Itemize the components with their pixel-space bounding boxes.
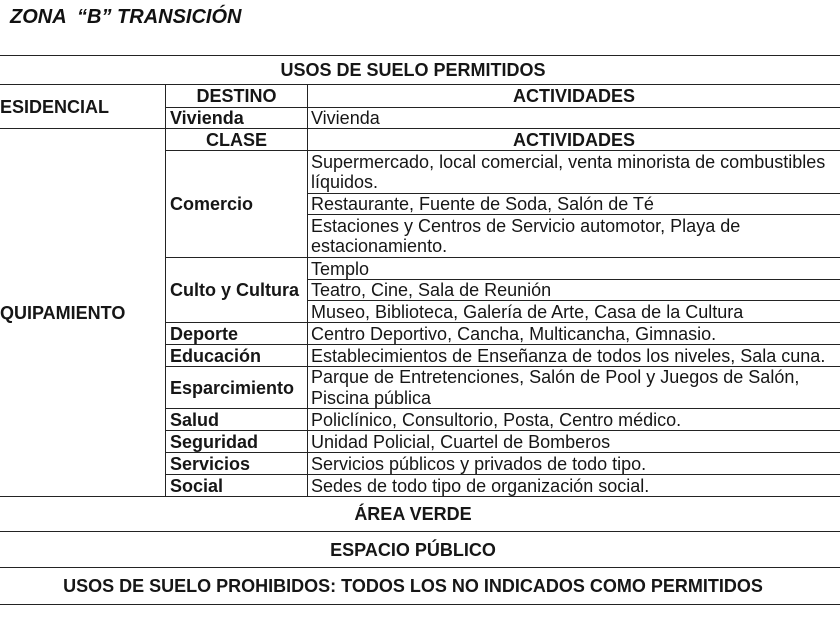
area-verde-row: ÁREA VERDE xyxy=(0,497,840,531)
actividad-culto-museo xyxy=(308,301,840,322)
actividad-line: Servicios públicos y privados de todo tipo. xyxy=(311,453,647,474)
actividad-line: Sedes de todo tipo de organización social. xyxy=(311,475,650,496)
clase-deporte: Deporte xyxy=(166,323,307,344)
actividad-culto-templo xyxy=(308,258,840,279)
actividad-line: Templo xyxy=(311,258,370,279)
destino-vivienda: Vivienda xyxy=(166,108,307,128)
actividad-comercio-supermercado xyxy=(308,151,840,193)
permitted-uses-header: USOS DE SUELO PERMITIDOS xyxy=(0,56,840,84)
actividad-line: Establecimientos de Enseñanza de todos los niveles, Sala cuna. xyxy=(311,345,826,366)
actividad-deporte xyxy=(308,323,840,344)
actividad-line: líquidos. xyxy=(311,172,379,192)
actividad-line: Centro Deportivo, Cancha, Multicancha, Gimnasio. xyxy=(311,323,717,344)
actividad-line: Unidad Policial, Cuartel de Bomberos xyxy=(311,431,611,452)
actividad-comercio-estaciones xyxy=(308,215,840,257)
actividad-line: Policlínico, Consultorio, Posta, Centro médico. xyxy=(311,409,682,430)
clase-servicios: Servicios xyxy=(166,453,307,474)
actividad-vivienda: Vivienda xyxy=(308,108,840,128)
actividad-servicios xyxy=(308,453,840,474)
residencial-label: ESIDENCIAL xyxy=(0,85,165,128)
actividad-culto-teatro xyxy=(308,280,840,300)
clase-header: CLASE xyxy=(166,129,307,150)
actividad-esparcimiento xyxy=(308,367,840,408)
actividad-line: Supermercado, local comercial, venta minorista de combustibles xyxy=(311,151,826,172)
clase-educacion: Educación xyxy=(166,345,307,366)
land-use-table xyxy=(0,55,840,605)
clase-culto-y-cultura: Culto y Cultura xyxy=(166,258,307,322)
equipamiento-label: QUIPAMIENTO xyxy=(0,129,165,496)
clase-comercio: Comercio xyxy=(166,151,307,257)
prohibited-uses-row: USOS DE SUELO PROHIBIDOS: TODOS LOS NO INDICADOS COMO PERMITIDOS xyxy=(0,568,840,604)
clase-social: Social xyxy=(166,475,307,496)
clase-salud: Salud xyxy=(166,409,307,430)
actividad-line: Estaciones y Centros de Servicio automotor, Playa de xyxy=(311,215,741,236)
espacio-publico-row: ESPACIO PÚBLICO xyxy=(0,532,840,567)
equipamiento-actividades-header: ACTIVIDADES xyxy=(308,129,840,150)
actividad-seguridad xyxy=(308,431,840,452)
actividad-salud xyxy=(308,409,840,430)
actividad-educacion xyxy=(308,345,840,366)
destino-header: DESTINO xyxy=(166,85,307,107)
actividad-line: estacionamiento. xyxy=(311,236,448,256)
clase-seguridad: Seguridad xyxy=(166,431,307,452)
actividad-line: Piscina pública xyxy=(311,387,432,408)
actividad-comercio-restaurante xyxy=(308,194,840,214)
document-title: ZONA “B” TRANSICIÓN xyxy=(10,6,242,28)
actividad-social xyxy=(308,475,840,496)
clase-esparcimiento: Esparcimiento xyxy=(166,367,307,408)
actividad-line: Restaurante, Fuente de Soda, Salón de Té xyxy=(311,194,654,214)
actividad-line: Teatro, Cine, Sala de Reunión xyxy=(311,280,552,300)
actividad-line: Parque de Entretenciones, Salón de Pool y Juegos de Salón, xyxy=(311,367,800,387)
residencial-actividades-header: ACTIVIDADES xyxy=(308,85,840,107)
actividad-line: Museo, Biblioteca, Galería de Arte, Casa de la Cultura xyxy=(311,301,744,322)
